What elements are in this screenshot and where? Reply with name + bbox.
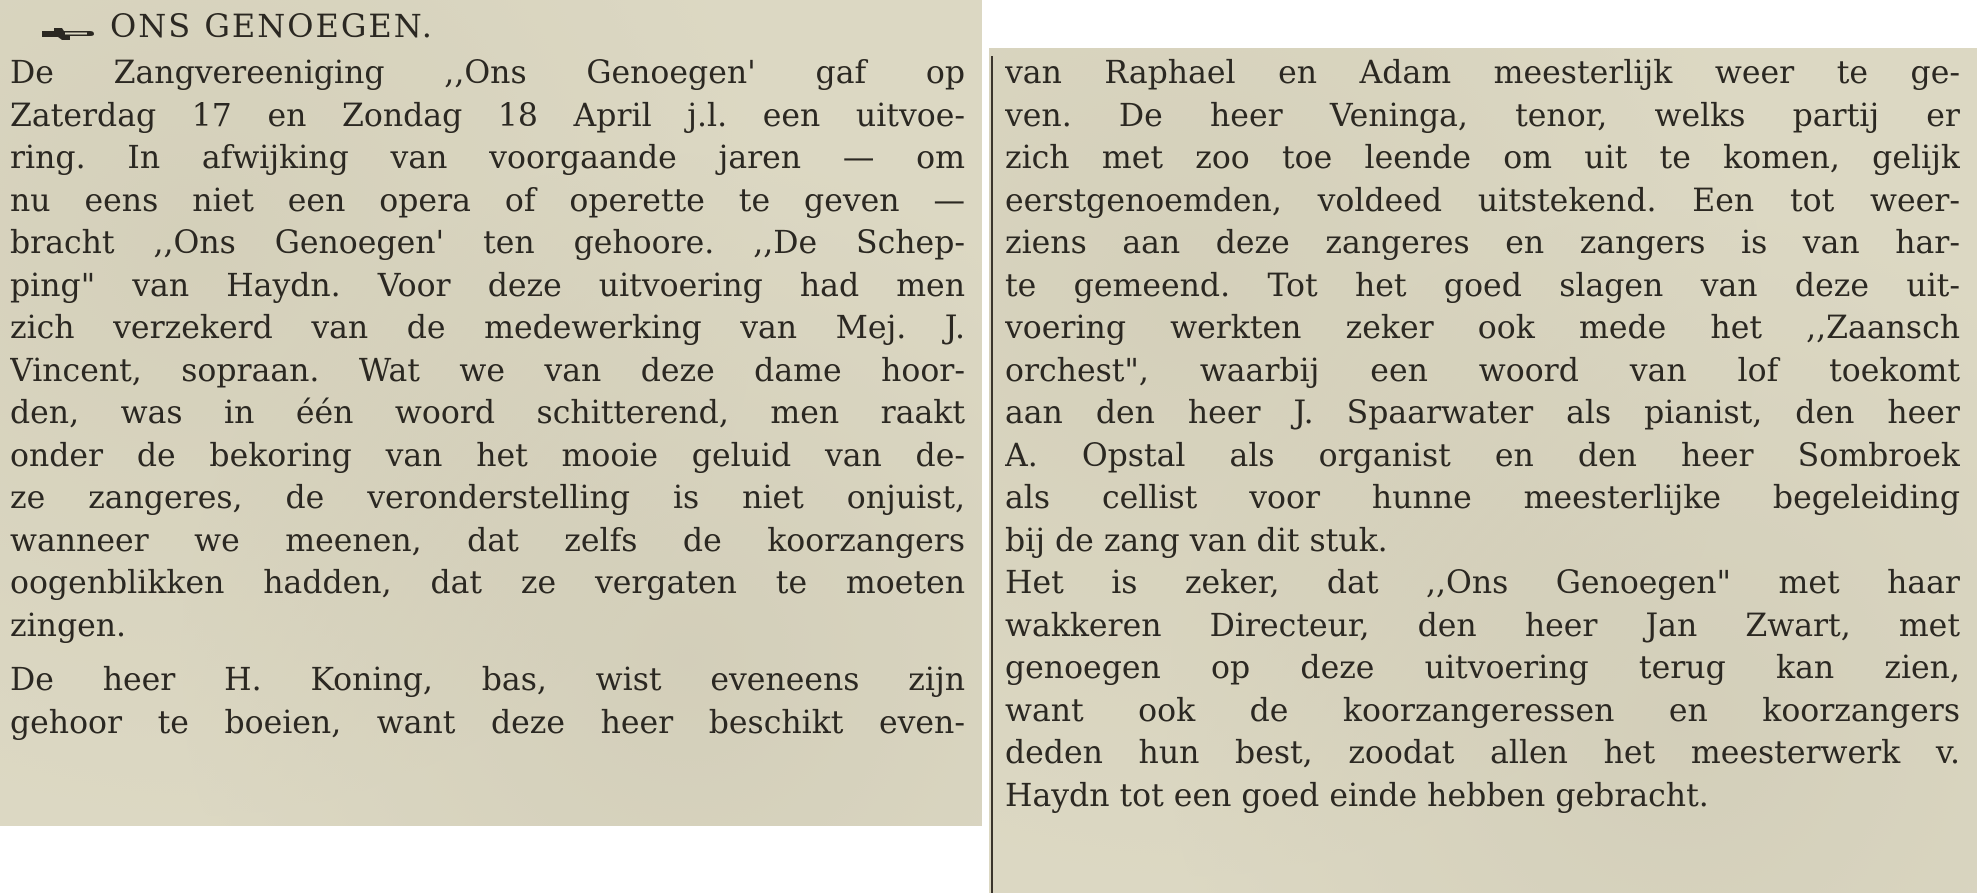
text-line: orchest", waarbij een woord van lof toekomt [1005,352,1960,389]
text-line: Het is zeker, dat ,,Ons Genoegen" met haar [1005,565,1960,601]
text-line: zich verzekerd van de medewerking van Mej. J. [10,310,965,346]
text-line: deden hun best, zoodat allen het meesterwerk v. [1005,735,1960,771]
text-line: gehoor te boeien, want deze heer beschikt even- [10,704,965,741]
text-line: A. Opstal als organist en den heer Sombroek [1005,437,1960,474]
text-line: zich met zoo toe leende om uit te komen, gelijk [1005,140,1960,176]
text-line: zingen. [10,607,127,644]
text-line: ring. In afwijking van voorgaande jaren — om [10,140,965,176]
text-line: Haydn tot een goed einde hebben gebracht. [1005,777,1709,814]
column-rule [991,56,993,893]
text-line: ven. De heer Veninga, tenor, welks partij er [1005,97,1960,134]
article-heading-row [40,4,434,48]
text-line: De heer H. Koning, bas, wist eveneens zijn [10,662,965,698]
text-line: genoegen op deze uitvoering terug kan zien, [1005,650,1960,686]
text-line: van Raphael en Adam meesterlijk weer te ge- [1005,55,1960,91]
text-line: als cellist voor hunne meesterlijke begeleiding [1005,480,1960,516]
right-column [1005,52,1960,817]
text-line: ze zangeres, de veronderstelling is niet onjuist, [10,480,965,516]
text-line: bracht ,,Ons Genoegen' ten gehoore. ,,De Schep- [10,225,965,261]
text-line: voering werkten zeker ook mede het ,,Zaansch [1005,310,1960,346]
text-line: bij de zang van dit stuk. [1005,522,1388,559]
text-line: oogenblikken hadden, dat ze vergaten te moeten [10,565,965,601]
text-line: onder de bekoring van het mooie geluid van de- [10,437,965,474]
article-title: ONS GENOEGEN. [110,7,434,45]
text-line: nu eens niet een opera of operette te geven — [10,182,965,219]
text-line: Vincent, sopraan. Wat we van deze dame hoor- [10,352,965,389]
text-line: te gemeend. Tot het goed slagen van deze uit- [1005,267,1960,304]
text-line: De Zangvereeniging ,,Ons Genoegen' gaf op [10,55,965,91]
text-line: wanneer we meenen, dat zelfs de koorzangers [10,522,965,559]
text-line: den, was in één woord schitterend, men raakt [10,395,965,431]
left-column [10,52,965,744]
pointing-hand-icon [40,15,96,37]
text-line: aan den heer J. Spaarwater als pianist, den heer [1005,395,1960,431]
text-line: wakkeren Directeur, den heer Jan Zwart, met [1005,607,1960,644]
text-line: want ook de koorzangeressen en koorzangers [1005,692,1960,729]
text-line: Zaterdag 17 en Zondag 18 April j.l. een uitvoe- [10,97,965,134]
text-line: ziens aan deze zangeres en zangers is van har- [1005,225,1960,261]
text-line: ping" van Haydn. Voor deze uitvoering had men [10,267,965,304]
text-line: eerstgenoemden, voldeed uitstekend. Een tot weer- [1005,182,1960,219]
